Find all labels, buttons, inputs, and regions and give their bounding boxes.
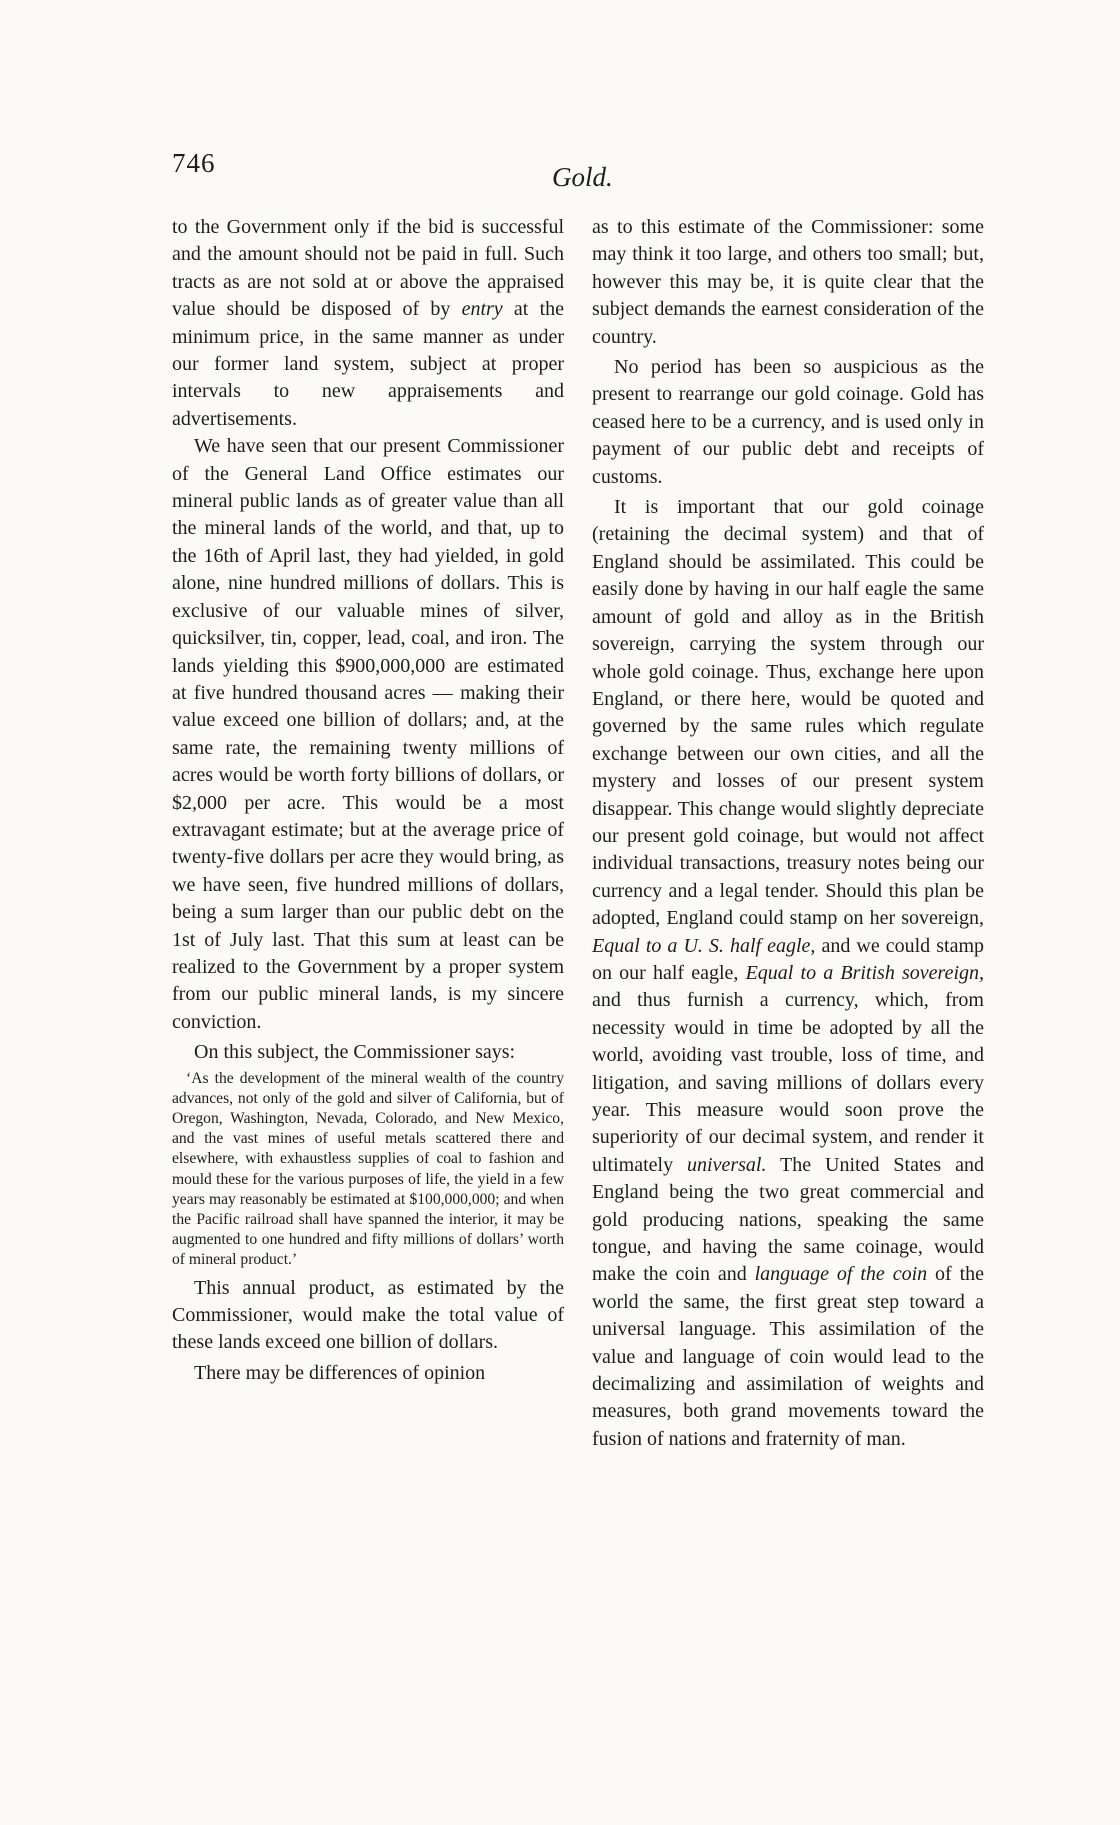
page-number: 746 — [172, 148, 216, 178]
emphasis-language-of-coin: language of the coin — [754, 1263, 928, 1286]
left-column — [172, 214, 564, 1387]
emphasis-british-sovereign: Equal to a British sovereign, — [745, 961, 984, 984]
emphasis-universal: universal. — [687, 1153, 767, 1176]
paragraph-right-2: No period has been so auspicious as the present to rearrange our gold coinage. Gold has ceased here to be a currency, and is used only in payment of our public debt and receipts of customs. — [592, 356, 984, 488]
paragraph-right-3: It is important that our gold coinage (retaining the decimal system) and that of England should be assimilated. This could be easily done by having in our half eagle the same amount of gold and alloy as in the British sovereign, carrying the system through our whole gold coinage. Thus, exchange here upon England, or there here, would be quoted and governed by the same rules which regulate exchange between our own cities, and all the mystery and losses of our present system disappear. This change would slightly depreciate our present gold coinage, but would not affect individual transactions, treasury notes being our currency and a legal tender. Should this plan be adopted, England could stamp on her sovereign, Equal to a U. S. half eagle, and we could stamp on our half eagle, Equal to a British sovereign, and thus furnish a currency, which, from necessity would in time be adopted by all the world, avoiding vast trouble, loss of time, and litigation, and saving millions of dollars every year. This measure would soon prove the superiority of our decimal system, and render it ultimately universal. The United States and England being the two great commercial and gold producing nations, speaking the same tongue, and having the same coinage, would make the coin and language of the coin of the world the same, the first great step toward a universal language. This assimilation of the value and language of coin would lead to the decimalizing and assimilation of weights and measures, both grand movements toward the fusion of nations and fraternity of man. — [592, 496, 985, 1450]
paragraph-left-3: On this subject, the Commissioner says: — [194, 1041, 516, 1064]
running-title: Gold. — [552, 162, 613, 192]
block-quote — [172, 1069, 564, 1271]
right-column — [592, 214, 984, 1453]
paragraph-left-5: There may be differences of opinion — [194, 1361, 486, 1384]
paragraph-right-1: as to this estimate of the Commissioner: some may think it too large, and others too small; but, however this may be, it is quite clear that the subject demands the earnest consideration of the country. — [592, 216, 984, 348]
paragraph-left-2: We have seen that our present Commissioner of the General Land Office estimates our mineral public lands as of greater value than all the mineral lands of the world, and that, up to the 16th of April last, they had yielded, in gold alone, nine hundred millions of dollars. This is exclusive of our valuable mines of silver, quicksilver, tin, copper, lead, coal, and iron. The lands yielding this $900,000,000 are estimated at five hundred thousand acres — making their value exceed one billion of dollars; and, at the same rate, the remaining twenty millions of acres would be worth forty billions of dollars, or $2,000 per acre. This would be a most extravagant estimate; but at the average price of twenty-five dollars per acre they would bring, as we have seen, five hundred millions of dollars, being a sum larger than our public debt on the 1st of July last. That this sum at least can be realized to the Government by a proper system from our public mineral lands, is my sincere conviction. — [172, 435, 564, 1033]
emphasis-half-eagle: Equal to a U. S. half eagle, — [592, 934, 816, 957]
block-quote-text: ‘As the development of the mineral wealth of the country advances, not only of the gold and silver of California, but of Oregon, Washington, Nevada, Colorado, and New Mexico, and the vast mines of useful metals scattered there and elsewhere, with exhaustless supplies of coal to fashion and mould these for the various purposes of life, the yield in a few years may reasonably be estimated at $100,000,000; and when the Pacific railroad shall have spanned the interior, it may be augmented to one hundred and fifty millions of dollars’ worth of mineral product.’ — [172, 1069, 564, 1269]
emphasis-entry: entry — [461, 298, 503, 321]
paragraph-left-4: This annual product, as estimated by the Commissioner, would make the total value of these lands exceed one billion of dollars. — [172, 1276, 564, 1354]
paragraph-left-1: to the Government only if the bid is successful and the amount should not be paid in full. Such tracts as are not sold at or above the appraised value should be disposed of by entry at the minimum price, in the same manner as under our former land system, subject at proper intervals to new appraisements and advertisements. — [172, 216, 564, 430]
